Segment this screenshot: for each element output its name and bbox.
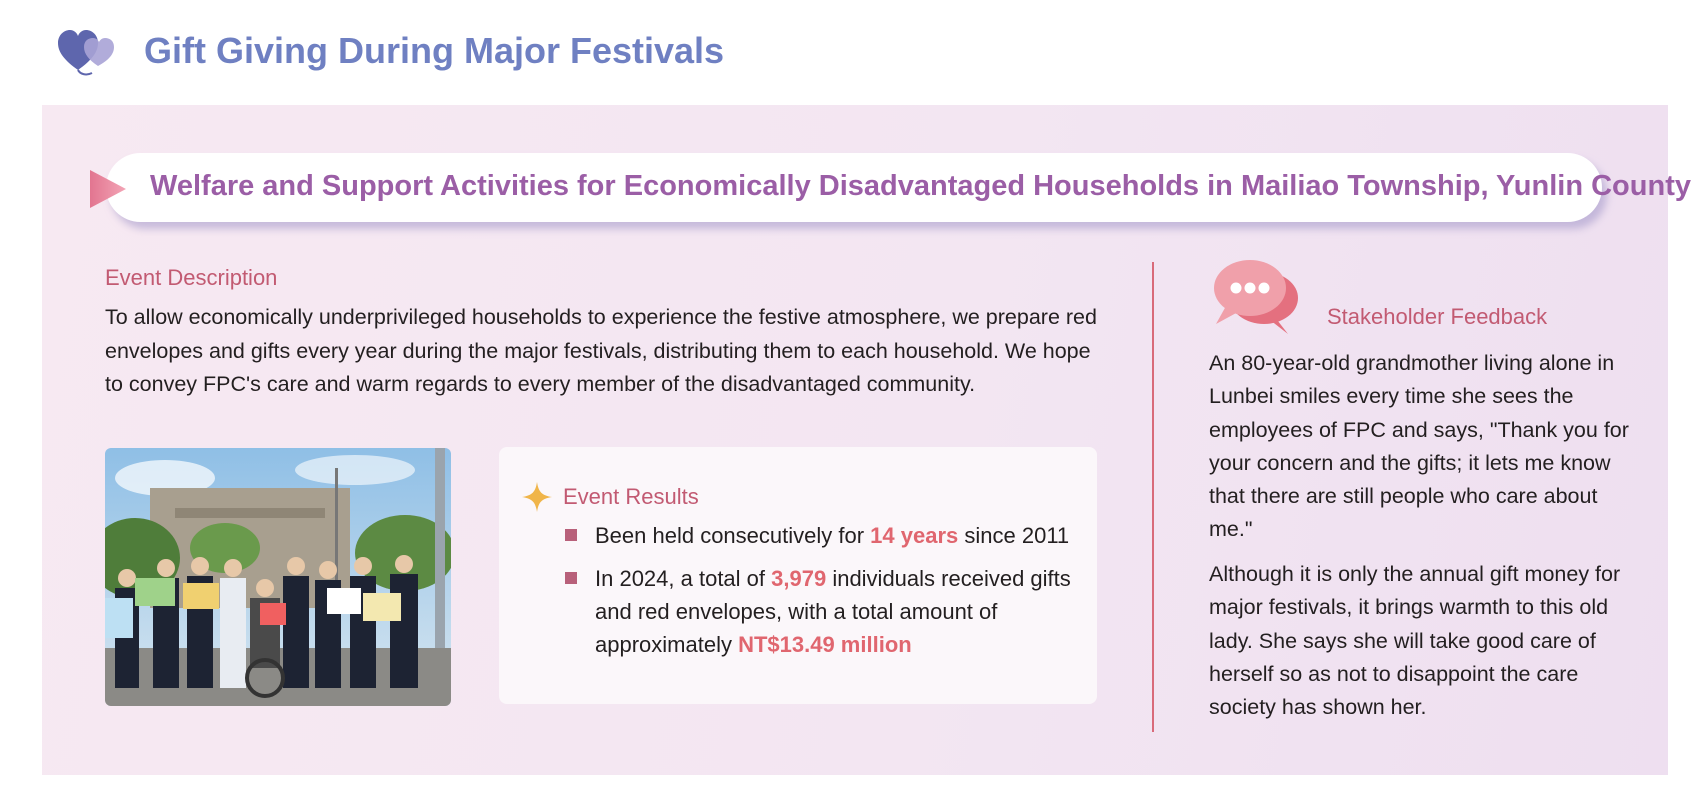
bullet-square [565, 572, 577, 584]
bullet-square [565, 529, 577, 541]
page-title: Gift Giving During Major Festivals [144, 30, 725, 71]
event-results-heading: Event Results [563, 484, 699, 509]
highlight-count: 3,979 [771, 566, 827, 591]
result-text: since 2011 [958, 523, 1070, 548]
event-description-text: To allow economically underprivileged households to experience the festive atmosphere, we prepare red envelopes and gifts every year during the major festivals, distributing them to each household. We hope to convey FPC's care and warm regards to every member of the disadvantaged community. [105, 305, 1097, 396]
highlight-years: 14 years [870, 523, 959, 548]
result-text: Been held consecutively for [595, 523, 871, 548]
play-arrow-icon [88, 168, 128, 210]
result-item-years [595, 519, 1069, 552]
feedback-paragraph-2: Although it is only the annual gift money for major festivals, it brings warmth to this old lady. She says she will take good care of herself so as not to disappoint the care society has shown her. [1209, 562, 1621, 720]
event-description-heading: Event Description [105, 265, 278, 290]
stakeholder-feedback-heading: Stakeholder Feedback [1327, 304, 1548, 329]
vertical-divider [1152, 262, 1154, 732]
sparkle-icon [520, 480, 554, 514]
result-text: individuals received gifts and red envelopes, with a total amount of approximately [595, 566, 1071, 657]
hearts-logo-icon [56, 26, 118, 76]
highlight-amount: NT$13.49 million [738, 632, 912, 657]
speech-bubble-icon [1212, 258, 1302, 338]
feedback-paragraph-1: An 80-year-old grandmother living alone in Lunbei smiles every time she sees the employees of FPC and says, "Thank you for your concern and the gifts; it lets me know that there are still people who care about me." [1209, 351, 1629, 542]
group-photo [105, 448, 451, 706]
result-text: In 2024, a total of [595, 566, 772, 591]
banner-title: Welfare and Support Activities for Economically Disadvantaged Households in Mailiao Township, Yunlin County [150, 170, 1691, 202]
result-item-recipients [595, 562, 1075, 661]
